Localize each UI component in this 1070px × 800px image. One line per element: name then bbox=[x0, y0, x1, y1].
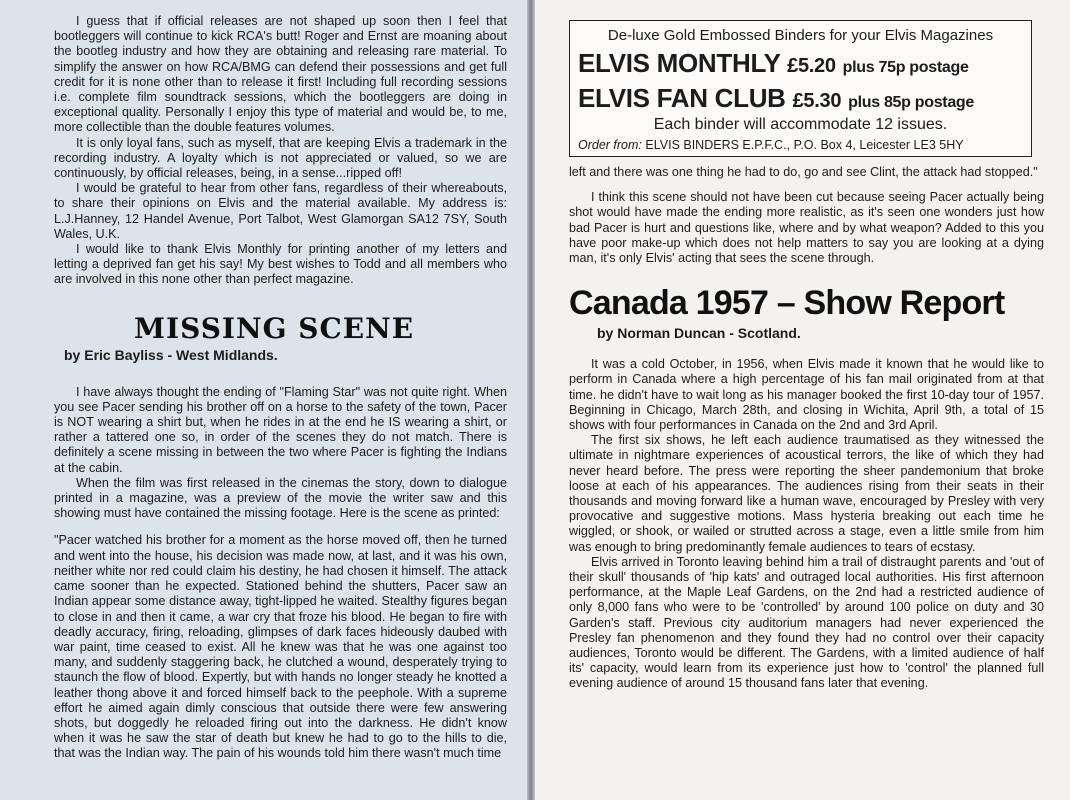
advert-item-monthly bbox=[578, 48, 1023, 79]
binder-advert bbox=[569, 20, 1032, 157]
advert-item-name: ELVIS MONTHLY bbox=[578, 48, 781, 78]
letter-paragraph: I guess that if official releases are not shaped up soon then I feel that bootleggers will continue to kick RCA's butt! Roger and Ernst are moaning about the bootleg industry and how they are obtaining and releasing rare material. To simplify the answer on how RCA/BMG can defend their possessions and get full credit for it is none other than to release it first! Including full recording sessions i.e. complete film soundtrack sessions, which the bootleggers are doing in exceptional quality. Personally I enjoy this type of material and would be, to me, more collectible than the double features volumes. bbox=[54, 14, 507, 135]
advert-order-label: Order from: bbox=[578, 138, 642, 152]
advert-headline: De-luxe Gold Embossed Binders for your Elvis Magazines bbox=[607, 27, 994, 44]
report-paragraph: It was a cold October, in 1956, when Elvis made it known that he would like to perform in Canada where a high percentage of his fan mail originated from at that time. he didn't have to wait long as his manager booked the first 10-day tour of 1957. Beginning in Chicago, March 28th, and closing in Wichita, April 9th, a total of 15 shows with four performances in Canada on the 2nd and 3rd April. bbox=[569, 357, 1044, 433]
advert-item-postage: plus 75p postage bbox=[842, 59, 969, 76]
report-byline: by Norman Duncan - Scotland. bbox=[597, 325, 801, 342]
letter-paragraph: I would like to thank Elvis Monthly for printing another of my letters and letting a deprived fan get his say! My best wishes to Todd and all members who are involved in this none other than perfect magazine. bbox=[54, 242, 507, 287]
article-paragraph: I have always thought the ending of "Flaming Star" was not quite right. When you see Pacer sending his brother off on a horse to the safety of the town, Pacer is NOT wearing a shirt but, when he rides in at the end he IS wearing a shirt, or rather a tattered one so, in order of the scenes they do not match. There is definitely a scene missing in between the two where Pacer is fighting the Indians at the cabin. bbox=[54, 384, 507, 475]
advert-order-line bbox=[578, 138, 1023, 152]
advert-item-price: £5.20 bbox=[787, 55, 836, 77]
article-byline: by Eric Bayliss - West Midlands. bbox=[64, 346, 278, 363]
left-page bbox=[0, 0, 527, 800]
advert-item-price: £5.30 bbox=[792, 90, 842, 112]
report-paragraph: The first six shows, he left each audience traumatised as they witnessed the ultimate in nightmare experiences of acoustical terrors, the like of which they had never heard before. The press were reporting the sheer pandemonium that broke loose at each of his appearances. The audiences rising from their seats in their thousands and moving forward like a human wave, encouraged by Presley with very provocative and suggestive motions. Mass hysteria breaking out each time he wiggled, or shook, or wailed or strutted across a stage, even a little smile from him was enough to bring predominantly female audiences to tears of ecstasy. bbox=[569, 433, 1044, 554]
article-paragraph: When the film was first released in the cinemas the story, down to dialogue printed in a magazine, was a preview of the movie the writer saw and this showing must have contained the missing footage. Here is the scene as printed: bbox=[54, 475, 507, 521]
advert-item-fanclub bbox=[578, 83, 1023, 114]
quoted-scene: "Pacer watched his brother for a moment as the horse moved off, then he turned and went into the house, his decision was made now, at last, and it was his own, neither white nor red could claim his destiny, he had chosen it himself. The attack came sooner than he expected. Stationed behind the shutters, Pacer saw an Indian appear some distance away, tight-lipped he waited. Stealthy figures began to close in and then it came, a war cry that froze his blood. He began to fire with deadly accuracy, firing, reloading, glimpses of dark faces hideously daubed with war paint, time ceased to exist. All he knew was that he was one against too many, and suddenly staggering back, he clutched a wound, desperately trying to staunch the flow of blood. Expertly, but with hands no longer steady he knotted a leather thong above it and forced himself back to the peephole. With a supreme effort he aimed again dimly conscious that outside there were few answering shots, but doggedly he reloaded firing out into the darkness. He didn't know when it was he saw the star of death but knew he had to go to the hills to die, that was the Indian way. The pain of his wounds told him there wasn't much time bbox=[54, 533, 507, 761]
continued-paragraph: left and there was one thing he had to do, go and see Clint, the attack had stopped." bbox=[569, 165, 1038, 179]
continued-paragraph: I think this scene should not have been cut because seeing Pacer actually being shot would have made the ending more realistic, as it's seen one wonders just how bad Pacer is hurt and questions like, where and by what weapon? Added to this you have poor make-up which does not help matters to say you are looking at a dying man, it's only Elvis' acting that sees the scene through. bbox=[569, 190, 1044, 266]
advert-item-postage: plus 85p postage bbox=[848, 94, 975, 111]
letter-paragraph: It is only loyal fans, such as myself, that are keeping Elvis a trademark in the recording industry. A loyalty which is not appreciated or valued, so we are continuously, by official releases, being, in a sense...ripped off! bbox=[54, 135, 507, 181]
advert-item-name: ELVIS FAN CLUB bbox=[578, 83, 786, 113]
report-paragraph: Elvis arrived in Toronto leaving behind him a trail of distraught parents and 'out of their skull' thousands of 'hip kats' and outraged local authorities. His first afternoon performance, at the Maple Leaf Gardens, on the 2nd had a restricted audience of only 8,000 fans who were to be 'controlled' by around 100 police on duty and 30 Garden's staff. Previous city auditorium managers had never experienced the Presley fan phenomenon and they found they had no control over their capacity audiences, Toronto would be different. The Gardens, with a limited audience of half its' capacity, would learn from its experience just how to 'control' the planned full evening audience of around 15 thousand fans later that evening. bbox=[569, 554, 1044, 691]
article-title: MISSING SCENE bbox=[134, 311, 415, 345]
letter-paragraph: I would be grateful to hear from other fans, regardless of their whereabouts, to share their opinions on Elvis and the material available. My address is: L.J.Hanney, 12 Handel Avenue, Port Talbot, West Glamorgan SA12 7SY, South Wales, U.K. bbox=[54, 181, 507, 241]
advert-order-address: ELVIS BINDERS E.P.F.C., P.O. Box 4, Leicester LE3 5HY bbox=[645, 138, 964, 152]
report-title: Canada 1957 – Show Report bbox=[569, 284, 1005, 323]
page-spine bbox=[527, 0, 535, 800]
advert-capacity: Each binder will accommodate 12 issues. bbox=[653, 116, 948, 133]
right-page bbox=[535, 0, 1070, 800]
